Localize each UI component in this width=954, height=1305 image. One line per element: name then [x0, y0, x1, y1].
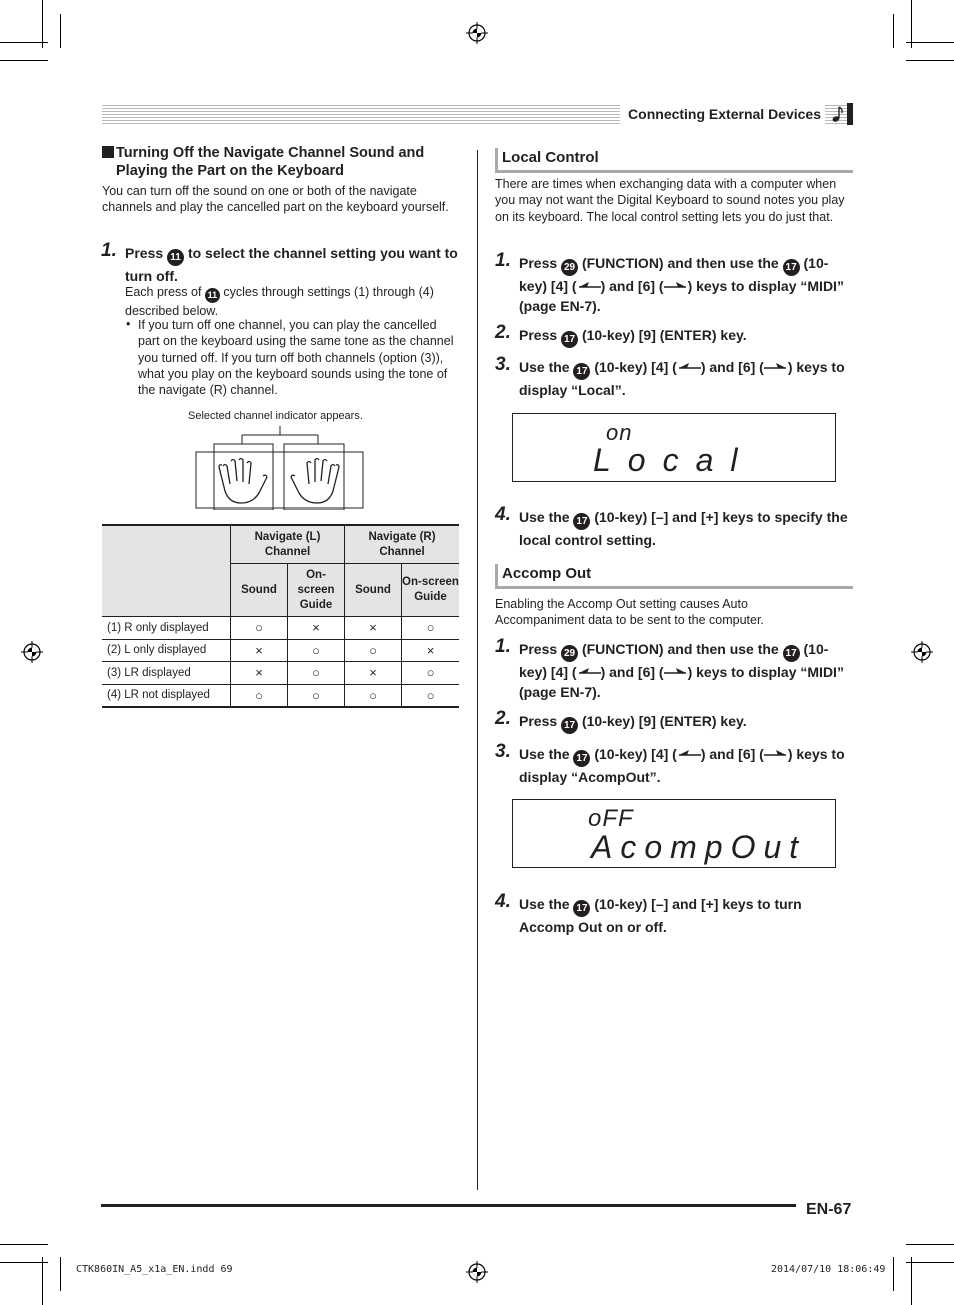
right-arrow-icon — [664, 667, 688, 677]
step-1: 1. Press 11 to select the channel setting you want to turn off. — [101, 240, 458, 284]
section-title: Connecting External Devices — [620, 104, 825, 124]
step-2: 2. Press 17 (10-key) [9] (ENTER) key. — [519, 325, 849, 348]
table-cell: ○ — [402, 662, 460, 685]
table-cell: ○ — [231, 617, 288, 640]
row-label: (3) LR displayed — [102, 662, 231, 685]
heading-bullet-square — [102, 146, 114, 158]
subsection-heading: Local Control — [495, 148, 853, 173]
table-corner — [102, 525, 231, 617]
table-row — [102, 639, 459, 662]
table-cell: ○ — [345, 639, 402, 662]
left-arrow-icon — [577, 281, 601, 291]
footer-rule — [101, 1204, 796, 1207]
navigate-settings-table — [102, 524, 459, 708]
file-slug: CTK860IN_A5_x1a_EN.indd 69 — [76, 1264, 233, 1275]
table-group-header: Navigate (R) Channel — [345, 525, 460, 564]
step-2: 2. Press 17 (10-key) [9] (ENTER) key. — [519, 711, 849, 734]
table-row — [102, 684, 459, 707]
section-intro: Enabling the Accomp Out setting causes Auto Accompaniment data to be sent to the computer. — [495, 597, 764, 628]
step-4: 4. Use the 17 (10-key) [–] and [+] keys to turn Accomp Out on or off. — [495, 891, 802, 935]
section-heading: Turning Off the Navigate Channel Sound and Playing the Part on the Keyboard — [116, 145, 425, 179]
right-arrow-icon — [764, 362, 788, 372]
right-arrow-icon — [764, 749, 788, 759]
print-timestamp: 2014/07/10 18:06:49 — [771, 1264, 886, 1275]
table-cell: × — [231, 639, 288, 662]
table-cell: ○ — [288, 684, 345, 707]
table-cell: ○ — [402, 617, 460, 640]
section-intro: There are times when exchanging data with a computer when you may not want the Digital Keyboard to sound notes you play on its keyboard. The local control setting lets you do just that. — [495, 177, 845, 224]
left-arrow-icon — [577, 667, 601, 677]
key-number-badge: 17 — [561, 331, 578, 348]
lcd-top-text: on — [606, 420, 633, 445]
table-column-header: On-screen Guide — [288, 564, 345, 617]
key-number-badge: 17 — [573, 363, 590, 380]
table-cell: × — [231, 662, 288, 685]
registration-mark-icon — [911, 641, 933, 663]
step-1: 1. Press 29 (FUNCTION) and then use the 17 (10-key) [4] ( ) and [6] ( ) keys to display “MIDI” (page EN-7). — [495, 636, 844, 700]
hands-icon — [195, 426, 365, 510]
page-number: EN-67 — [806, 1201, 852, 1218]
row-label: (1) R only displayed — [102, 617, 231, 640]
row-label: (4) LR not displayed — [102, 684, 231, 707]
lcd-top-text: oFF — [588, 805, 634, 832]
table-cell: ○ — [288, 662, 345, 685]
table-cell: × — [345, 617, 402, 640]
key-number-badge: 11 — [167, 249, 184, 266]
key-number-badge: 29 — [561, 259, 578, 276]
registration-mark-icon — [466, 22, 488, 44]
lcd-bottom-text: AcompOut — [591, 829, 807, 865]
subsection-heading: Accomp Out — [495, 564, 853, 589]
step-3: 3. Use the 17 (10-key) [4] ( ) and [6] ( ) keys to display “Local”. — [495, 354, 845, 398]
step-1: 1. Press 29 (FUNCTION) and then use the 17 (10-key) [4] ( ) and [6] ( ) keys to display “MIDI” (page EN-7). — [495, 250, 844, 314]
key-number-badge: 17 — [573, 900, 590, 917]
right-arrow-icon — [664, 281, 688, 291]
row-label: (2) L only displayed — [102, 639, 231, 662]
table-column-header: Sound — [345, 564, 402, 617]
table-cell: × — [288, 617, 345, 640]
running-header — [102, 103, 853, 125]
column-divider — [477, 150, 478, 1190]
registration-mark-icon — [466, 1261, 488, 1283]
table-row — [102, 617, 459, 640]
bullet-dot: • — [126, 317, 131, 331]
music-note-icon — [832, 105, 844, 123]
table-cell: × — [402, 639, 460, 662]
step-1-detail: Each press of 11 cycles through settings (1) through (4) described below. — [125, 285, 434, 318]
key-number-badge: 17 — [783, 645, 800, 662]
lcd-display — [512, 413, 836, 482]
key-number-badge: 17 — [573, 513, 590, 530]
key-number-badge: 17 — [573, 750, 590, 767]
left-arrow-icon — [677, 749, 701, 759]
table-cell: ○ — [231, 684, 288, 707]
table-column-header: On-screen Guide — [402, 564, 460, 617]
step-4: 4. Use the 17 (10-key) [–] and [+] keys to specify the local control setting. — [495, 504, 848, 548]
lcd-bottom-text: Local — [593, 442, 755, 478]
table-cell: ○ — [345, 684, 402, 707]
key-number-badge: 11 — [205, 288, 220, 303]
key-number-badge: 29 — [561, 645, 578, 662]
left-arrow-icon — [677, 362, 701, 372]
figure-caption: Selected channel indicator appears. — [188, 410, 363, 422]
key-number-badge: 17 — [783, 259, 800, 276]
key-number-badge: 17 — [561, 717, 578, 734]
registration-mark-icon — [21, 641, 43, 663]
table-group-header: Navigate (L) Channel — [231, 525, 345, 564]
table-cell: ○ — [402, 684, 460, 707]
table-cell: × — [345, 662, 402, 685]
table-column-header: Sound — [231, 564, 288, 617]
header-end-bar — [847, 103, 853, 125]
step-1-bullet: If you turn off one channel, you can play the cancelled part on the keyboard using the same tone as the channel you turned off. If you turn off both channels (option (3)), what you play on the keyboard sounds using the tone of the navigate (R) channel. — [138, 318, 454, 398]
lcd-display — [512, 799, 836, 868]
table-cell: ○ — [288, 639, 345, 662]
step-3: 3. Use the 17 (10-key) [4] ( ) and [6] ( ) keys to display “AcompOut”. — [495, 741, 845, 785]
section-intro: You can turn off the sound on one or both of the navigate channels and play the cancelled part on the keyboard yourself. — [102, 184, 449, 215]
table-row — [102, 662, 459, 685]
